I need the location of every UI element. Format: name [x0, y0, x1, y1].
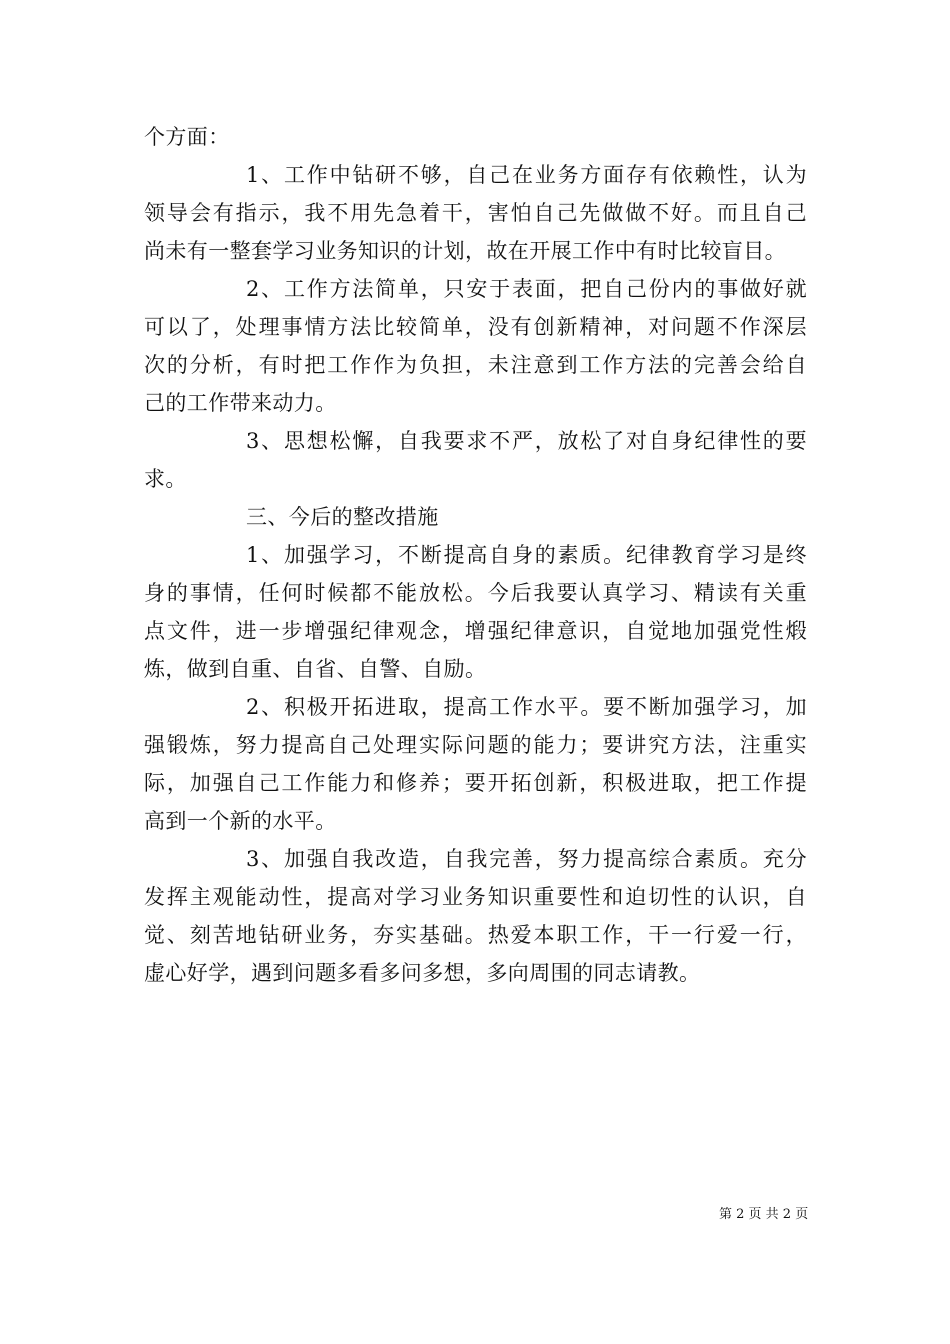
text-line: 2、积极开拓进取，提高工作水平。要不断加强学习，加	[246, 695, 807, 719]
text-line: 高到一个新的水平。	[144, 809, 337, 833]
text-line: 点文件，进一步增强纪律观念，增强纪律意识，自觉地加强党性煅	[144, 619, 807, 643]
text-line: 个方面：	[144, 125, 230, 149]
text-line: 次的分析，有时把工作作为负担，未注意到工作方法的完善会给自	[144, 353, 807, 377]
page-number: 第 2 页 共 2 页	[719, 1207, 809, 1222]
text-line: 发挥主观能动性，提高对学习业务知识重要性和迫切性的认识，自	[144, 885, 807, 909]
text-line: 己的工作带来动力。	[144, 391, 337, 415]
text-line: 尚未有一整套学习业务知识的计划，故在开展工作中有时比较盲目。	[144, 239, 786, 263]
text-line: 际，加强自己工作能力和修养；要开拓创新，积极进取，把工作提	[144, 771, 807, 795]
text-line: 领导会有指示，我不用先急着干，害怕自己先做做不好。而且自己	[144, 201, 807, 225]
text-line: 虚心好学，遇到问题多看多问多想，多向周围的同志请教。	[144, 961, 701, 985]
document-body	[144, 118, 807, 992]
text-line: 1、工作中钻研不够，自己在业务方面存有依赖性，认为	[246, 163, 807, 187]
text-line: 1、加强学习，不断提高自身的素质。纪律教育学习是终	[246, 543, 807, 567]
text-line: 身的事情，任何时候都不能放松。今后我要认真学习、精读有关重	[144, 581, 807, 605]
text-line: 3、思想松懈，自我要求不严，放松了对自身纪律性的要	[246, 429, 807, 453]
text-line: 三、今后的整改措施	[246, 505, 439, 529]
text-line: 炼，做到自重、自省、自警、自励。	[144, 657, 487, 681]
text-line: 3、加强自我改造，自我完善，努力提高综合素质。充分	[246, 847, 807, 871]
text-line: 觉、刻苦地钻研业务，夯实基础。热爱本职工作，干一行爱一行，	[144, 923, 807, 947]
text-line: 求。	[144, 467, 187, 491]
text-line: 可以了，处理事情方法比较简单，没有创新精神，对问题不作深层	[144, 315, 807, 339]
text-line: 强锻炼，努力提高自己处理实际问题的能力；要讲究方法，注重实	[144, 733, 807, 757]
text-line: 2、工作方法简单，只安于表面，把自己份内的事做好就	[246, 277, 807, 301]
